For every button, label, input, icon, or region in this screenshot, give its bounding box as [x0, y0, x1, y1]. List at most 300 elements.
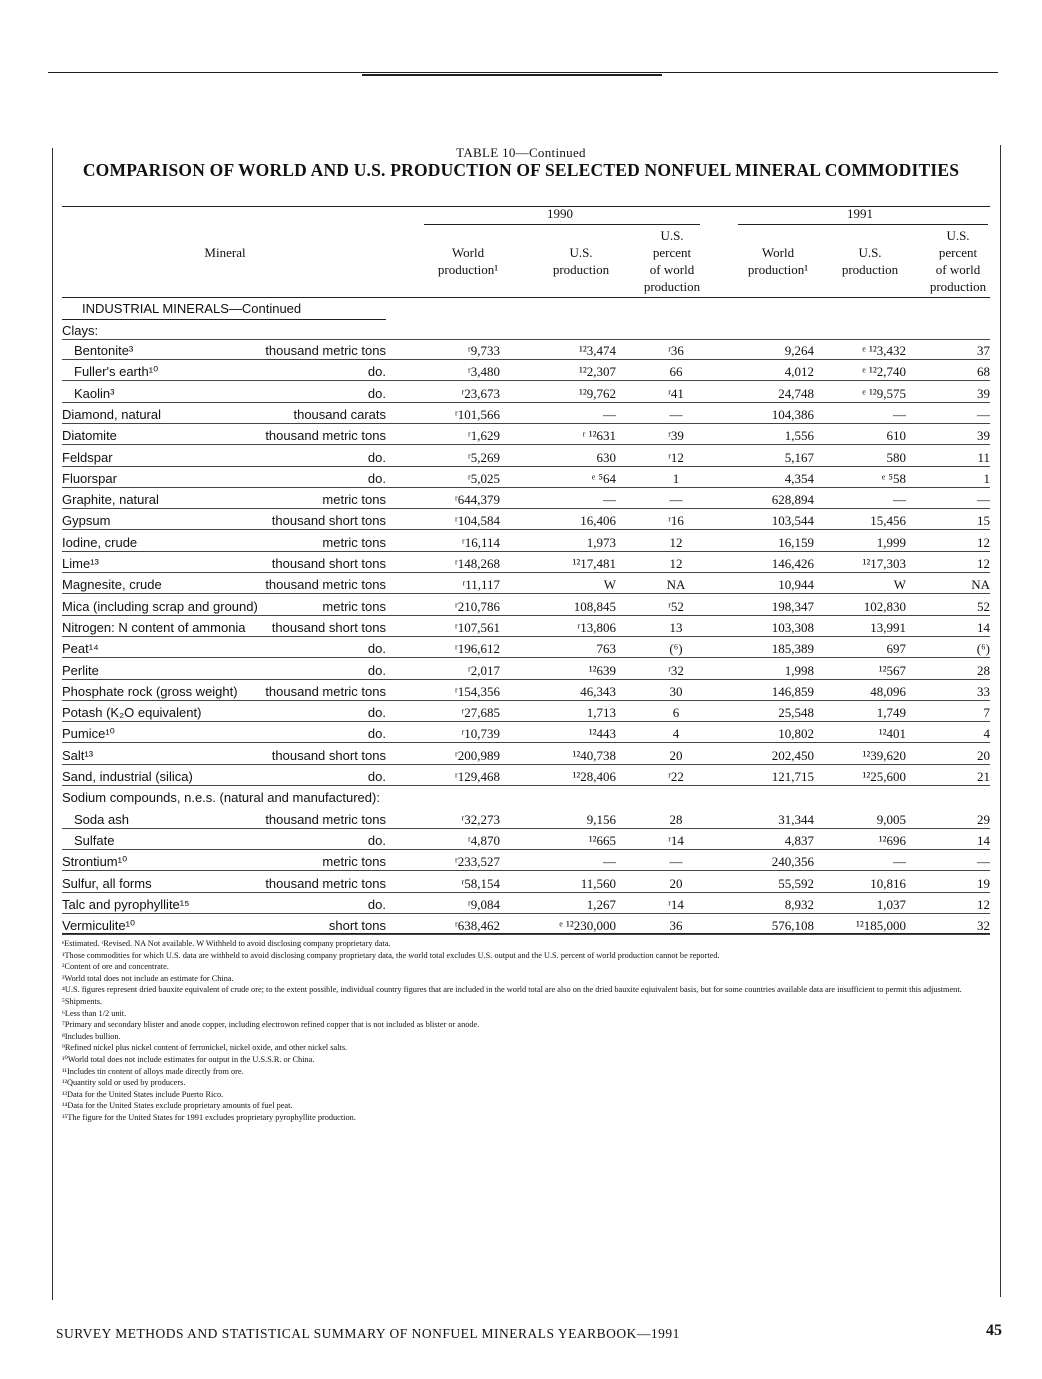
- footnote: ¹²Quantity sold or used by producers.: [62, 1078, 186, 1088]
- unit-cell: do.: [367, 385, 386, 401]
- footnote: ⁸Includes bullion.: [62, 1031, 121, 1041]
- unit-cell: thousand carats: [293, 406, 386, 422]
- us-percent-1991-cell: 1: [983, 470, 990, 486]
- header-text: production: [552, 262, 610, 277]
- us-production-1991-cell: 1,999: [876, 534, 906, 550]
- mineral-name-cell: Sulfur, all forms: [62, 875, 152, 891]
- world-production-1990-cell: ʳ3,480: [467, 364, 500, 380]
- world-production-1991-cell: 103,308: [771, 619, 814, 635]
- us-production-1991-cell: 9,005: [876, 811, 906, 827]
- row-rule: [62, 508, 990, 509]
- us-percent-1990-cell: 36: [669, 918, 683, 934]
- row-rule: [62, 593, 990, 594]
- row-rule: [62, 657, 990, 658]
- us-production-1990-cell: 11,560: [580, 875, 616, 891]
- unit-cell: do.: [367, 896, 386, 912]
- table-row: [0, 361, 1042, 382]
- world-production-1991-header: [730, 244, 826, 278]
- us-production-1990-cell: 16,406: [580, 513, 616, 529]
- world-production-1991-cell: 121,715: [771, 769, 814, 784]
- us-percent-1991-cell: —: [977, 854, 990, 870]
- header-text: World: [451, 245, 485, 260]
- world-production-1991-cell: 5,167: [784, 449, 814, 465]
- world-production-1991-cell: 104,386: [771, 406, 814, 422]
- world-production-1991-cell: 146,859: [771, 683, 814, 699]
- footnote: ¹Those commodities for which U.S. data are withheld to avoid disclosing company proprietary data, the world total excludes U.S. output and the U.S. percent of world production cannot be reported.: [62, 950, 720, 960]
- us-production-1990-cell: W: [603, 577, 616, 593]
- header-text: production¹: [747, 262, 809, 277]
- us-production-1991-cell: ᵉ ¹²9,575: [862, 385, 906, 401]
- us-percent-1991-cell: 32: [977, 918, 990, 934]
- row-rule: [62, 466, 990, 467]
- us-percent-1990-cell: NA: [666, 577, 686, 593]
- unit-cell: do.: [367, 705, 386, 721]
- mineral-name-cell: Kaolin³: [74, 385, 115, 401]
- us-percent-1991-cell: 20: [977, 747, 990, 763]
- us-production-1990-cell: ¹²40,738: [572, 747, 616, 763]
- table-row: [0, 766, 1042, 787]
- us-percent-1991-cell: 12: [977, 534, 990, 550]
- header-text: of world: [935, 262, 981, 277]
- table-row: [0, 425, 1042, 446]
- mineral-name-cell: Sand, industrial (silica): [62, 769, 193, 784]
- footnote: ⁷Primary and secondary blister and anode copper, including electrowon refined copper that is not included as blister or anode.: [62, 1020, 480, 1030]
- page-footer: SURVEY METHODS AND STATISTICAL SUMMARY OF NONFUEL MINERALS YEARBOOK—1991: [56, 1326, 680, 1341]
- world-production-1991-cell: 146,426: [771, 556, 814, 571]
- table-row: [0, 873, 1042, 894]
- us-production-1991-cell: —: [893, 406, 906, 422]
- us-production-1991-cell: ¹²39,620: [862, 747, 906, 763]
- us-percent-1991-cell: 12: [977, 896, 990, 912]
- unit-cell: thousand short tons: [271, 513, 386, 529]
- row-rule: [62, 828, 990, 829]
- us-production-1991-header: [826, 244, 914, 278]
- world-production-1991-cell: 202,450: [771, 747, 814, 763]
- us-percent-1990-cell: ʳ52: [668, 598, 684, 614]
- row-rule: [62, 423, 990, 424]
- mineral-name-cell: Nitrogen: N content of ammonia: [62, 619, 246, 635]
- us-production-1990-cell: —: [603, 492, 616, 508]
- header-text: U.S.: [569, 245, 593, 260]
- unit-cell: metric tons: [322, 534, 386, 550]
- mineral-name-cell: Mica (including scrap and ground): [62, 598, 258, 614]
- footnote: ¹⁰World total does not include estimates for output in the U.S.S.R. or China.: [62, 1054, 315, 1064]
- world-production-1991-cell: 55,592: [778, 875, 814, 891]
- us-percent-1990-cell: 12: [669, 556, 683, 571]
- world-production-1991-cell: 8,932: [784, 896, 814, 912]
- us-production-1990-cell: ᵉ ¹²230,000: [559, 918, 616, 934]
- us-percent-1990-cell: —: [669, 492, 683, 508]
- footnote: ⁶Less than 1/2 unit.: [62, 1008, 127, 1018]
- world-production-1990-cell: ʳ16,114: [461, 534, 500, 550]
- table-continued-label: TABLE 10—Continued: [456, 145, 586, 160]
- world-production-1990-header: [420, 244, 516, 278]
- us-production-1990-cell: ¹²2,307: [578, 364, 616, 380]
- us-percent-1990-cell: ʳ14: [668, 896, 684, 912]
- us-production-1991-cell: 580: [886, 449, 906, 465]
- us-percent-1990-cell: 28: [669, 811, 683, 827]
- world-production-1990-cell: ʳ210,786: [454, 598, 500, 614]
- mineral-name-cell: Perlite: [62, 662, 99, 678]
- footnote: ¹⁴Data for the United States exclude proprietary amounts of fuel peat.: [62, 1101, 293, 1111]
- world-production-1991-cell: 103,544: [771, 513, 814, 529]
- mineral-name-cell: Graphite, natural: [62, 492, 159, 508]
- year-1990-header: 1990: [547, 206, 573, 221]
- footnote: ⁵Shipments.: [62, 996, 103, 1006]
- mineral-name-cell: Soda ash: [74, 811, 129, 827]
- us-percent-1990-cell: ʳ12: [668, 449, 684, 465]
- header-text: production: [841, 262, 899, 277]
- header-text: production¹: [437, 262, 499, 277]
- world-production-1990-cell: ʳ2,017: [467, 662, 500, 678]
- us-production-1990-cell: 1,267: [586, 896, 616, 912]
- world-production-1990-cell: ʳ148,268: [454, 556, 500, 571]
- us-production-1990-cell: 1,973: [586, 534, 616, 550]
- footnote: ¹¹Includes tin content of alloys made directly from ore.: [62, 1066, 244, 1076]
- mineral-name-cell: Salt¹³: [62, 747, 94, 763]
- world-production-1990-cell: ʳ1,629: [467, 428, 500, 444]
- unit-cell: thousand short tons: [271, 556, 386, 571]
- world-production-1990-cell: ʳ10,739: [461, 726, 500, 742]
- us-production-1990-cell: ¹²443: [588, 726, 616, 742]
- world-production-1991-cell: 4,354: [784, 470, 814, 486]
- unit-cell: do.: [367, 641, 386, 657]
- us-production-1991-cell: 10,816: [870, 875, 906, 891]
- table-row: [0, 468, 1042, 489]
- us-production-1991-cell: ᵉ ¹²2,740: [862, 364, 906, 380]
- mineral-name-cell: Feldspar: [62, 449, 113, 465]
- us-production-1990-cell: 9,156: [586, 811, 616, 827]
- us-percent-1991-cell: 37: [977, 343, 990, 358]
- us-production-1990-cell: ¹²17,481: [572, 556, 616, 571]
- us-percent-1990-cell: —: [669, 854, 683, 870]
- us-percent-1990-cell: (⁶): [669, 641, 683, 657]
- header-text: percent: [652, 245, 692, 260]
- us-production-1991-cell: 102,830: [863, 598, 906, 614]
- us-percent-1991-cell: 33: [977, 683, 990, 699]
- mineral-name-cell: Pumice¹⁰: [62, 726, 115, 742]
- table-row: [0, 830, 1042, 851]
- world-production-1990-cell: ʳ23,673: [461, 385, 500, 401]
- us-production-1990-cell: 46,343: [580, 683, 616, 699]
- world-production-1991-cell: 1,998: [784, 662, 814, 678]
- mineral-name-cell: Potash (K₂O equivalent): [62, 705, 202, 721]
- world-production-1990-cell: ʳ200,989: [454, 747, 500, 763]
- table-row: [0, 447, 1042, 468]
- world-production-1990-cell: ʳ27,685: [461, 705, 500, 721]
- us-percent-1990-cell: 66: [669, 364, 683, 380]
- mineral-name-cell: Bentonite³: [74, 343, 134, 358]
- unit-cell: do.: [367, 470, 386, 486]
- row-rule: [62, 870, 990, 871]
- us-percent-1990-cell: —: [669, 406, 683, 422]
- row-rule: [62, 913, 990, 914]
- us-percent-1990-cell: 1: [672, 470, 680, 486]
- footnote: ²Content of ore and concentrate.: [62, 962, 169, 972]
- table-row: [0, 745, 1042, 766]
- us-percent-1991-cell: 14: [977, 619, 990, 635]
- top-rule-accent: [362, 74, 662, 76]
- us-percent-1990-header: [632, 227, 712, 295]
- table-row: [0, 723, 1042, 744]
- us-production-1991-cell: W: [893, 577, 906, 593]
- us-percent-1991-cell: 39: [977, 428, 990, 444]
- header-text: U.S.: [660, 228, 684, 243]
- us-percent-1991-cell: 28: [977, 662, 990, 678]
- us-percent-1991-cell: (⁶): [976, 641, 990, 657]
- clays-subheading: Clays:: [62, 323, 99, 338]
- us-percent-1990-cell: 20: [669, 875, 683, 891]
- us-production-1990-cell: 108,845: [573, 598, 616, 614]
- us-production-1991-cell: 610: [886, 428, 906, 444]
- unit-cell: metric tons: [322, 492, 386, 508]
- table-row: [0, 489, 1042, 510]
- row-rule: [62, 721, 990, 722]
- us-percent-1991-cell: 19: [977, 875, 990, 891]
- mineral-name-cell: Magnesite, crude: [62, 577, 162, 593]
- us-production-1991-cell: —: [893, 492, 906, 508]
- world-production-1990-cell: ʳ233,527: [454, 854, 500, 870]
- footnote: ᵉEstimated. ʳRevised. NA Not available. W Withheld to avoid disclosing company proprietary data.: [62, 939, 391, 948]
- unit-cell: thousand metric tons: [265, 683, 386, 699]
- us-production-1990-cell: —: [603, 406, 616, 422]
- table-row: [0, 596, 1042, 617]
- world-production-1991-cell: 198,347: [771, 598, 814, 614]
- table-row: [0, 851, 1042, 872]
- world-production-1990-cell: ʳ196,612: [454, 641, 500, 657]
- row-rule: [62, 551, 990, 552]
- world-production-1990-cell: ʳ5,025: [467, 470, 500, 486]
- table-row: [0, 574, 1042, 595]
- table-row: [0, 638, 1042, 659]
- footnote: ⁴U.S. figures represent dried bauxite equivalent of crude ore; to the extent possible, individual country figures that are included in the world total are also on the dried bauxite eqiuivalent basis, but for some countries available data are insufficient to permit this adjustment.: [62, 985, 962, 995]
- us-production-1990-cell: ᵉ ⁵64: [591, 470, 616, 486]
- sodium-compounds-subheading: Sodium compounds, n.e.s. (natural and manufactured):: [62, 790, 380, 806]
- unit-cell: metric tons: [322, 598, 386, 614]
- us-percent-1990-cell: ʳ22: [668, 769, 684, 784]
- row-rule: [62, 402, 990, 403]
- unit-cell: thousand short tons: [271, 747, 386, 763]
- world-production-1991-cell: 9,264: [784, 343, 814, 358]
- row-rule: [62, 615, 990, 616]
- us-production-1991-cell: 13,991: [870, 619, 906, 635]
- us-percent-1991-cell: 29: [977, 811, 990, 827]
- row-rule: [62, 849, 990, 850]
- header-text: U.S.: [946, 228, 970, 243]
- us-percent-1990-cell: ʳ32: [668, 662, 684, 678]
- us-percent-1990-cell: 13: [669, 619, 683, 635]
- row-rule: [62, 529, 990, 530]
- mineral-name-cell: Diamond, natural: [62, 406, 161, 422]
- us-production-1991-cell: ¹²401: [878, 726, 906, 742]
- us-percent-1991-cell: 7: [983, 705, 990, 721]
- unit-cell: do.: [367, 769, 386, 784]
- world-production-1991-cell: 31,344: [778, 811, 814, 827]
- mineral-name-cell: Gypsum: [62, 513, 111, 529]
- footnotes: [62, 938, 994, 1124]
- mineral-name-cell: Diatomite: [62, 428, 117, 444]
- us-percent-1990-cell: 20: [669, 747, 683, 763]
- footnote: ¹⁵The figure for the United States for 1991 excludes proprietary pyrophyllite production.: [62, 1112, 356, 1122]
- world-production-1990-cell: ʳ11,117: [462, 577, 500, 593]
- row-rule: [62, 892, 990, 893]
- section-label: INDUSTRIAL MINERALS—Continued: [82, 301, 302, 316]
- row-rule: [62, 742, 990, 743]
- footnote: ¹³Data for the United States include Puerto Rico.: [62, 1089, 224, 1099]
- us-production-1990-cell: ¹²639: [588, 662, 616, 678]
- row-rule: [62, 572, 990, 573]
- table-row: [0, 404, 1042, 425]
- table-row: [0, 660, 1042, 681]
- world-production-1990-cell: ʳ101,566: [454, 406, 500, 422]
- world-production-1990-cell: ʳ58,154: [461, 875, 500, 891]
- unit-cell: thousand metric tons: [265, 875, 386, 891]
- row-rule: [62, 764, 990, 765]
- page-number: 45: [986, 1322, 1002, 1339]
- us-production-1991-cell: 48,096: [870, 683, 906, 699]
- mineral-name-cell: Vermiculite¹⁰: [62, 918, 136, 934]
- table-row: [0, 340, 1042, 361]
- us-percent-1990-cell: ʳ16: [668, 513, 684, 529]
- table-row: [0, 809, 1042, 830]
- world-production-1990-cell: ʳ5,269: [467, 449, 500, 465]
- us-production-1990-cell: 763: [596, 641, 616, 657]
- world-production-1990-cell: ʳ32,273: [461, 811, 500, 827]
- us-production-1990-cell: —: [603, 854, 616, 870]
- row-rule: [62, 700, 990, 701]
- header-text: production: [929, 279, 987, 294]
- row-rule: [62, 380, 990, 381]
- year-1991-header: 1991: [847, 206, 873, 221]
- world-production-1990-cell: ʳ9,733: [467, 343, 500, 358]
- world-production-1990-cell: ʳ154,356: [454, 683, 500, 699]
- unit-cell: do.: [367, 726, 386, 742]
- section-rule: [62, 319, 386, 320]
- world-production-1991-cell: 185,389: [771, 641, 814, 657]
- mineral-name-cell: Strontium¹⁰: [62, 854, 128, 870]
- row-rule: [62, 679, 990, 680]
- us-production-1991-cell: ¹²185,000: [855, 918, 906, 934]
- row-rule: [62, 444, 990, 445]
- unit-cell: thousand short tons: [271, 619, 386, 635]
- world-production-1991-cell: 628,894: [771, 492, 814, 508]
- world-production-1991-cell: 10,944: [778, 577, 814, 593]
- us-production-1991-cell: ¹²696: [878, 832, 906, 848]
- unit-cell: metric tons: [322, 854, 386, 870]
- us-production-1990-cell: 630: [596, 449, 616, 465]
- table-row: [0, 383, 1042, 404]
- footnote: ³World total does not include an estimate for China.: [62, 973, 234, 983]
- world-production-1991-cell: 25,548: [778, 705, 814, 721]
- us-percent-1991-cell: 68: [977, 364, 990, 380]
- unit-cell: short tons: [328, 918, 386, 934]
- row-rule: [62, 934, 990, 935]
- us-production-1990-cell: ʳ13,806: [577, 619, 616, 635]
- us-production-1990-cell: 1,713: [586, 705, 616, 721]
- us-percent-1991-cell: 52: [977, 598, 990, 614]
- us-percent-1991-cell: 15: [977, 513, 990, 529]
- us-production-1991-cell: ¹²25,600: [862, 769, 906, 784]
- world-production-1991-cell: 16,159: [778, 534, 814, 550]
- world-production-1990-cell: ʳ104,584: [454, 513, 500, 529]
- us-production-1991-cell: 15,456: [870, 513, 906, 529]
- table-row: [0, 617, 1042, 638]
- us-production-1991-cell: ¹²567: [878, 662, 906, 678]
- us-production-1991-cell: 1,749: [876, 705, 906, 721]
- header-text: U.S.: [858, 245, 882, 260]
- us-percent-1990-cell: 30: [669, 683, 683, 699]
- us-percent-1991-cell: NA: [971, 577, 990, 593]
- world-production-1991-cell: 10,802: [778, 726, 814, 742]
- world-production-1991-cell: 240,356: [771, 854, 814, 870]
- us-percent-1990-cell: 12: [669, 534, 683, 550]
- us-production-1991-cell: 1,037: [876, 896, 906, 912]
- us-percent-1991-cell: 14: [977, 832, 990, 848]
- unit-cell: do.: [367, 364, 386, 380]
- us-percent-1991-cell: 4: [983, 726, 990, 742]
- us-percent-1991-cell: 12: [977, 556, 990, 571]
- table-row: [0, 681, 1042, 702]
- header-text: of world: [649, 262, 695, 277]
- us-production-1990-cell: ¹²9,762: [578, 385, 616, 401]
- unit-cell: do.: [367, 662, 386, 678]
- us-production-1990-cell: ʳ ¹²631: [582, 428, 616, 444]
- mineral-name-cell: Peat¹⁴: [62, 641, 99, 657]
- us-production-1991-cell: ᵉ ⁵58: [881, 470, 906, 486]
- world-production-1991-cell: 576,108: [771, 918, 814, 934]
- table-row: [0, 553, 1042, 574]
- us-production-1990-cell: ¹²3,474: [578, 343, 616, 358]
- header-bottom-rule: [62, 297, 990, 298]
- us-percent-1990-cell: 6: [672, 705, 680, 721]
- header-text: percent: [938, 245, 978, 260]
- table-row: [0, 532, 1042, 553]
- us-percent-1990-cell: ʳ36: [668, 343, 684, 358]
- unit-cell: thousand metric tons: [265, 343, 386, 358]
- clays-rule-row: [0, 320, 1042, 341]
- mineral-name-cell: Lime¹³: [62, 556, 99, 571]
- mineral-name-cell: Sulfate: [74, 832, 115, 848]
- world-production-1991-cell: 4,012: [784, 364, 814, 380]
- table-bottom-rule: [62, 933, 990, 934]
- world-production-1990-cell: ʳ638,462: [454, 918, 500, 934]
- row-rule: [62, 359, 990, 360]
- table-row: [0, 894, 1042, 915]
- unit-cell: thousand metric tons: [265, 811, 386, 827]
- us-percent-1991-cell: 11: [977, 449, 990, 465]
- us-percent-1991-cell: —: [977, 492, 990, 508]
- us-percent-1991-cell: 21: [977, 769, 990, 784]
- us-production-1991-cell: —: [893, 854, 906, 870]
- us-production-1990-header: [536, 244, 626, 278]
- row-rule: [62, 487, 990, 488]
- year-1990-rule: [424, 224, 700, 225]
- table-title: COMPARISON OF WORLD AND U.S. PRODUCTION OF SELECTED NONFUEL MINERAL COMMODITIES: [82, 160, 960, 180]
- world-production-1990-cell: ʳ644,379: [454, 492, 500, 508]
- us-production-1991-cell: 697: [886, 641, 906, 657]
- world-production-1990-cell: ʳ4,870: [467, 832, 500, 848]
- row-rule: [62, 636, 990, 637]
- us-percent-1991-cell: 39: [977, 385, 990, 401]
- mineral-name-cell: Iodine, crude: [62, 534, 138, 550]
- world-production-1990-cell: ʳ129,468: [454, 769, 500, 784]
- us-percent-1990-cell: ʳ41: [668, 385, 684, 401]
- mineral-name-cell: Phosphate rock (gross weight): [62, 683, 238, 699]
- mineral-name-cell: Talc and pyrophyllite¹⁵: [62, 896, 190, 912]
- mineral-name-cell: Fluorspar: [62, 470, 117, 486]
- us-production-1990-cell: ¹²665: [588, 832, 616, 848]
- unit-cell: thousand metric tons: [265, 577, 386, 593]
